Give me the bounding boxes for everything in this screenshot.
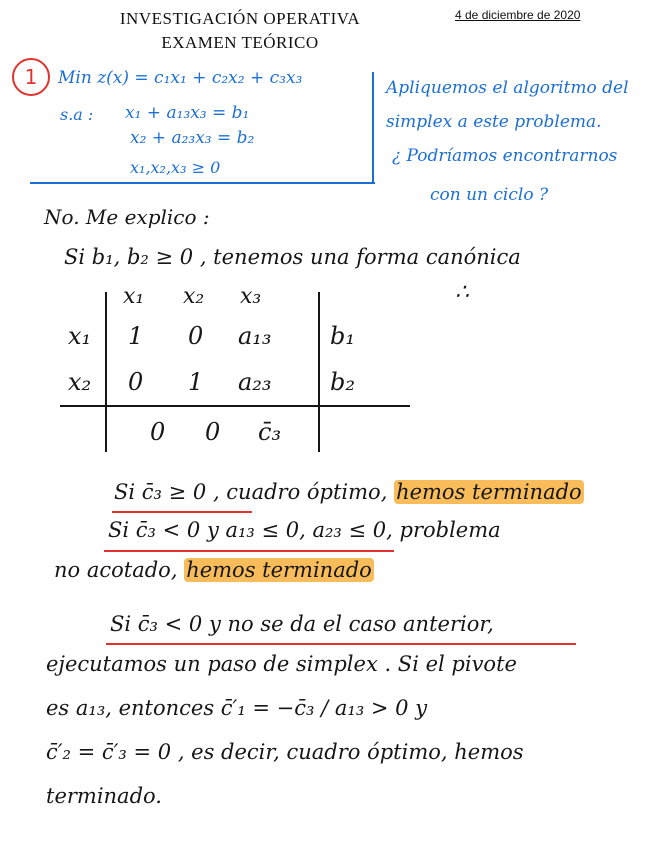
case-3-line-2: ejecutamos un paso de simplex . Si el pivote — [46, 652, 517, 676]
constraint-1: x₁ + a₁₃x₃ = b₁ — [125, 103, 250, 123]
subject-to-label: s.a : — [60, 105, 94, 124]
tableau-cost-cell: c̄₃ — [258, 418, 282, 446]
tableau-basis-var: x₂ — [68, 368, 92, 396]
problem-box-right — [372, 72, 374, 184]
therefore-dots: ∴ — [455, 280, 469, 305]
tableau-hline — [60, 405, 410, 407]
case-2-line-2 — [54, 558, 374, 582]
constraint-2: x₂ + a₂₃x₃ = b₂ — [130, 128, 255, 148]
case-3-line-3: es a₁₃, entonces c̄′₁ = −c̄₃ / a₁₃ > 0 y — [46, 696, 428, 720]
tableau-cost-cell: 0 — [150, 418, 166, 446]
answer-line-2: Si b₁, b₂ ≥ 0 , tenemos una forma canónica — [64, 245, 521, 269]
problem-number-badge: 1 — [12, 58, 50, 96]
case-2-text-2: no acotado, — [54, 558, 178, 582]
case-1-line — [114, 480, 584, 504]
case-3-line-5: terminado. — [46, 784, 162, 808]
case-3-line-1: Si c̄₃ < 0 y no se da el caso anterior, — [110, 612, 494, 636]
tableau-col-header: x₁ — [123, 284, 145, 309]
question-line-2: simplex a este problema. — [386, 112, 602, 132]
tableau-rhs: b₁ — [330, 322, 355, 350]
question-line-3: ¿ Podríamos encontrarnos — [392, 146, 618, 166]
case-3-underline — [106, 643, 576, 645]
case-3-line-4: c̄′₂ = c̄′₃ = 0 , es decir, cuadro óptimo, hemos — [46, 740, 524, 764]
tableau-cell: 0 — [188, 322, 204, 350]
question-line-1: Apliquemos el algoritmo del — [386, 78, 629, 98]
tableau-cell: 0 — [128, 368, 144, 396]
tableau-cell: a₂₃ — [238, 368, 272, 396]
tableau-col-header: x₂ — [183, 284, 205, 309]
tableau-cell: 1 — [188, 368, 204, 396]
problem-box-bottom — [30, 182, 375, 184]
case-2-line: Si c̄₃ < 0 y a₁₃ ≤ 0, a₂₃ ≤ 0, problema — [108, 518, 501, 542]
tableau-basis-var: x₁ — [68, 322, 92, 350]
tableau-right-vline — [318, 292, 320, 452]
case-2-highlight: hemos terminado — [186, 558, 372, 582]
question-line-4: con un ciclo ? — [430, 185, 549, 205]
exam-title-line2: EXAMEN TEÓRICO — [161, 33, 319, 52]
tableau-left-vline — [105, 292, 107, 452]
tableau-cost-cell: 0 — [205, 418, 221, 446]
nonnegativity: x₁,x₂,x₃ ≥ 0 — [130, 158, 221, 177]
exam-title-line1: INVESTIGACIÓN OPERATIVA — [119, 9, 361, 28]
tableau-cell: 1 — [128, 322, 144, 350]
case-1-text: Si c̄₃ ≥ 0 , cuadro óptimo, — [114, 480, 388, 504]
exam-date: 4 de diciembre de 2020 — [455, 8, 581, 22]
tableau-rhs: b₂ — [330, 368, 355, 396]
case-2-underline — [104, 550, 394, 552]
case-1-highlight: hemos terminado — [396, 480, 582, 504]
objective-function: Min z(x) = c₁x₁ + c₂x₂ + c₃x₃ — [58, 68, 303, 88]
tableau-cell: a₁₃ — [238, 322, 272, 350]
answer-line-1: No. Me explico : — [44, 205, 210, 229]
tableau-col-header: x₃ — [240, 284, 262, 309]
case-1-underline — [112, 511, 252, 513]
